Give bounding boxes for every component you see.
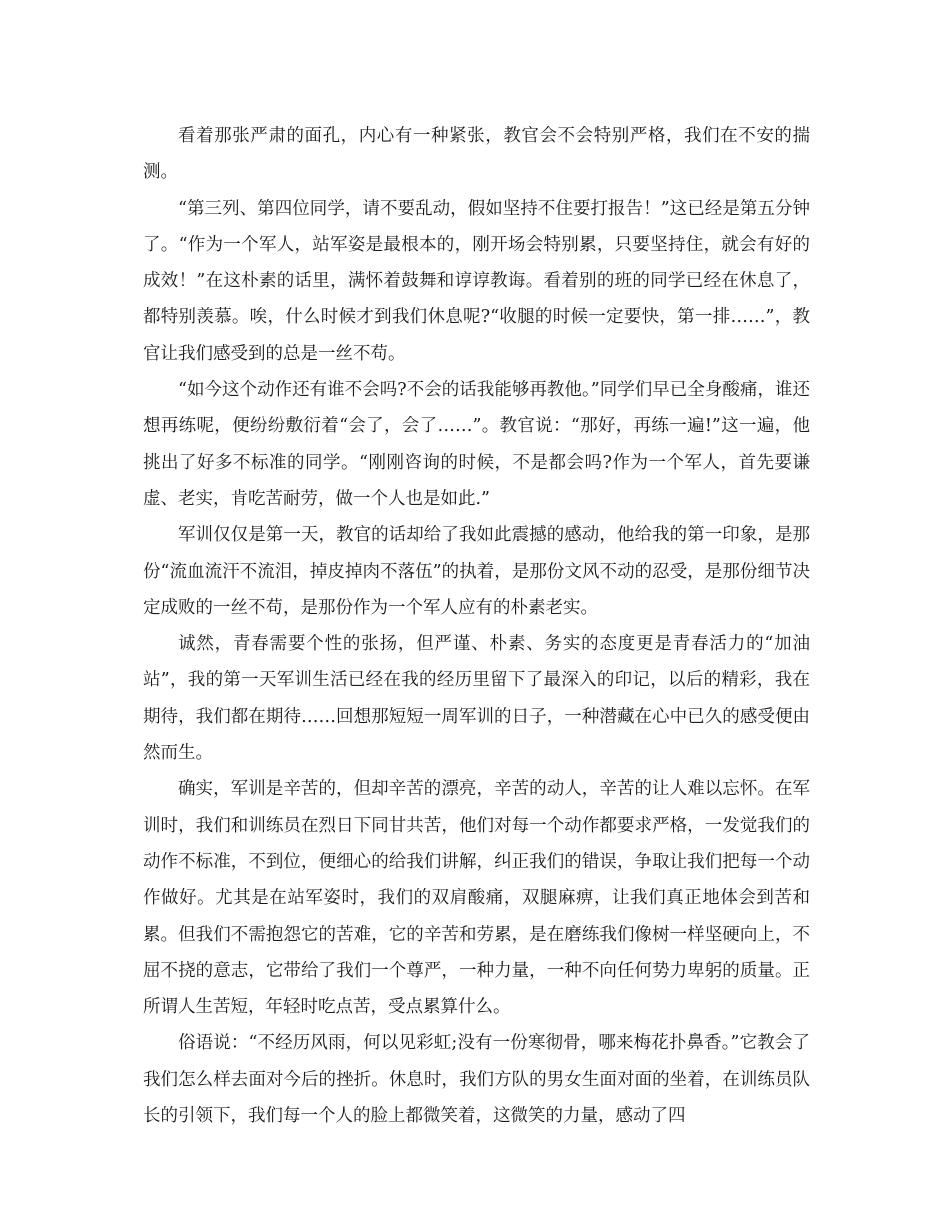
paragraph-4: 军训仅仅是第一天，教官的话却给了我如此震撼的感动，他给我的第一印象，是那份“流血流汗不流泪，掉皮掉肉不落伍”的执着，是那份文风不动的忍受，是那份细节决定成败的一丝不苟，是那份作为一个军人应有的朴素老实。 xyxy=(143,525,810,618)
paragraph-6: 确实，军训是辛苦的，但却辛苦的漂亮，辛苦的动人，辛苦的让人难以忘怀。在军训时，我们和训练员在烈日下同甘共苦，他们对每一个动作都要求严格，一发觉我们的动作不标准，不到位，便细心的给我们讲解，纠正我们的错误，争取让我们把每一个动作做好。尤其是在站军姿时，我们的双肩酸痛，双腿麻痹，让我们真正地体会到苦和累。但我们不需抱怨它的苦难，它的辛苦和劳累，是在磨练我们像树一样坚硬向上，不屈不挠的意志，它带给了我们一个尊严，一种力量，一种不向任何势力卑躬的质量。正所谓人生苦短，年轻时吃点苦，受点累算什么。 xyxy=(143,779,810,1018)
paragraph-1: 看着那张严肃的面孔，内心有一种紧张，教官会不会特别严格，我们在不安的揣测。 xyxy=(143,126,810,183)
paragraph-3: “如今这个动作还有谁不会吗?不会的话我能够再教他。”同学们早已全身酸痛，谁还想再练呢，便纷纷敷衍着“会了，会了……”。教官说：“那好，再练一遍!”这一遍，他挑出了好多不标准的同学。“刚刚咨询的时候，不是都会吗?作为一个军人，首先要谦虚、老实，肯吃苦耐劳，做一个人也是如此.” xyxy=(143,380,810,509)
paragraph-5: 诚然，青春需要个性的张扬，但严谨、朴素、务实的态度更是青春活力的“加油站”，我的第一天军训生活已经在我的经历里留下了最深入的印记，以后的精彩，我在期待，我们都在期待……回想那短短一周军训的日子，一种潜藏在心中已久的感受便由然而生。 xyxy=(143,634,810,764)
paragraph-2: “第三列、第四位同学，请不要乱动，假如坚持不住要打报告！”这已经是第五分钟了。“作为一个军人，站军姿是最根本的，刚开场会特别累，只要坚持住，就会有好的成效！”在这朴素的话里，满怀着鼓舞和谆谆教诲。看着别的班的同学已经在休息了，都特别羡慕。唉，什么时候才到我们休息呢?“收腿的时候一定要快，第一排……”，教官让我们感受到的总是一丝不苟。 xyxy=(143,198,810,364)
paragraph-7: 俗语说：“不经历风雨，何以见彩虹;没有一份寒彻骨，哪来梅花扑鼻香。”它教会了我们怎么样去面对今后的挫折。休息时，我们方队的男女生面对面的坐着，在训练员队长的引领下，我们每一个人的脸上都微笑着，这微笑的力量，感动了四 xyxy=(143,1033,810,1127)
document-page xyxy=(143,118,810,1134)
